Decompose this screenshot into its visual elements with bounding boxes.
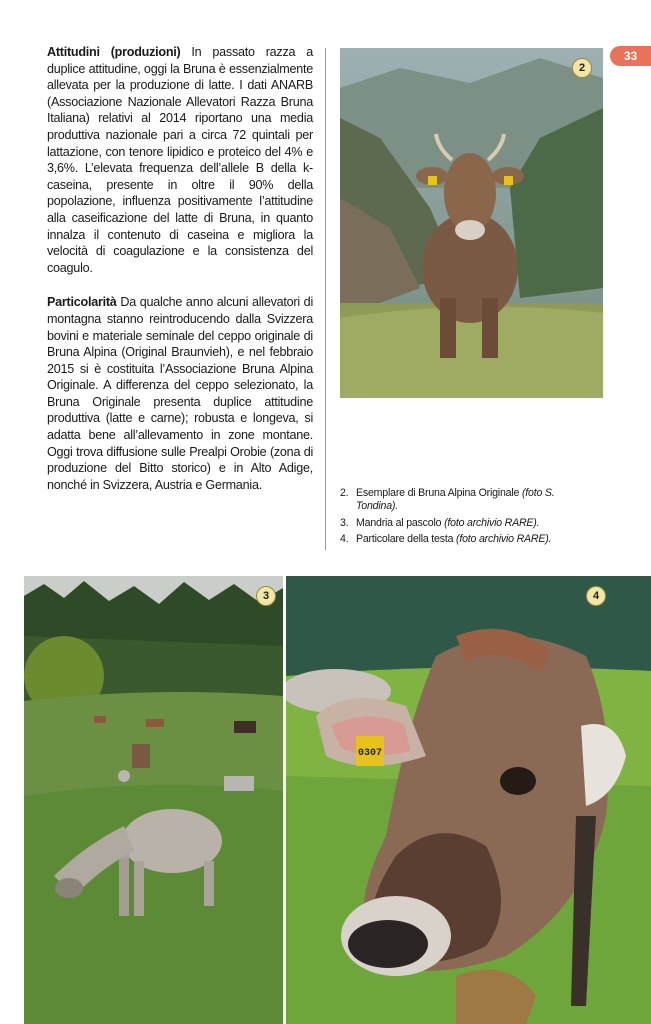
column-divider bbox=[325, 48, 326, 550]
caption-number: 3. bbox=[340, 516, 349, 529]
caption-item bbox=[340, 517, 590, 530]
photo-number-badge: 3 bbox=[256, 586, 276, 606]
photo-captions bbox=[340, 487, 590, 550]
caption-item bbox=[340, 487, 590, 514]
paragraph-attitudini bbox=[47, 44, 313, 276]
page-number: 33 bbox=[610, 46, 651, 66]
caption-number: 2. bbox=[340, 487, 349, 499]
paragraph-particolarita bbox=[47, 294, 313, 493]
paragraph-body: In passato razza a duplice attitudine, oggi la Bruna è essenzialmente allevata per la produzione di latte. I dati ANARB (Associazione Nazionale Allevatori Razza Bruna Italiana) relativi al 2014 riportano una media produttiva nazionale pari a circa 72 quintali per lattazione, con tenore lipidico e proteico del 4% e 3,6%. L’elevata frequenza dell’allele B della k-caseina, presente in oltre il 90% della popolazione, influenza positivamente l’attitudine alla caseificazione del latte di Bruna, in quanto innalza il contenuto di caseina e migliora la velocità di coagulazione e la consistenza del coagulo. bbox=[47, 45, 313, 275]
caption-credit: (foto archivio RARE). bbox=[444, 516, 540, 529]
ear-tag: 0307 bbox=[357, 748, 382, 759]
caption-credit: (foto S. Tondina). bbox=[356, 487, 555, 513]
photo-number-badge: 4 bbox=[586, 586, 606, 606]
caption-text: Mandria al pascolo bbox=[356, 516, 445, 529]
paragraph-heading: Particolarità bbox=[47, 295, 117, 310]
caption-text: Particolare della testa bbox=[356, 533, 457, 546]
photo-number-badge: 2 bbox=[572, 58, 592, 78]
body-text bbox=[47, 44, 313, 493]
photo-bruna-alpina-originale bbox=[340, 48, 603, 398]
paragraph-heading: Attitudini (produzioni) bbox=[47, 45, 181, 59]
caption-credit: (foto archivio RARE). bbox=[456, 533, 552, 546]
caption-number: 4. bbox=[340, 533, 349, 546]
photo-mandria-al-pascolo bbox=[24, 576, 283, 1024]
caption-text: Esemplare di Bruna Alpina Originale bbox=[356, 487, 522, 499]
paragraph-body: Da qualche anno alcuni allevatori di montagna stanno reintroducendo dalla Svizzera bovini e materiale seminale del ceppo originale di Bruna Alpina (Original Braunvieh), e nel febbraio 2015 si è costituita l’Associazione Bruna Alpina Originale. A differenza del ceppo selezionato, la Bruna Originale presenta duplice attitudine produttiva (latte e carne); robusta e longeva, si adatta bene all’allevamento in zone montane. Oggi trova diffusione sulle Prealpi Orobie (zona di produzione del Bitto storico) e in Alto Adige, nonché in Svizzera, Austria e Germania. bbox=[47, 295, 313, 492]
caption-item bbox=[340, 533, 590, 546]
photo-particolare-testa bbox=[286, 576, 651, 1024]
